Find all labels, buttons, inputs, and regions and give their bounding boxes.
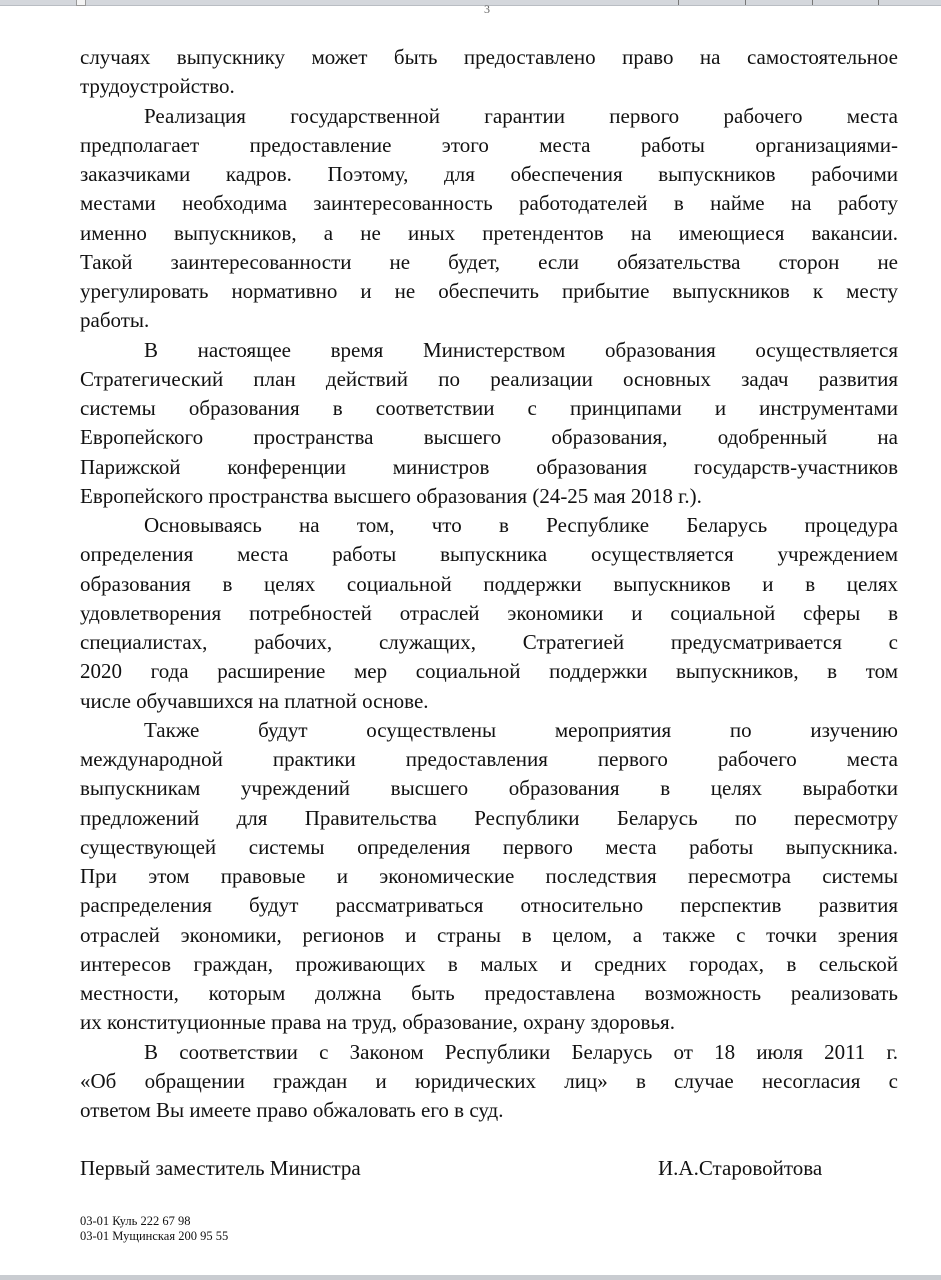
text-line: предложений для Правительства Республики Беларусь по пересмотру <box>80 805 898 830</box>
text-line: отраслей экономики, регионов и страны в целом, а также с точки зрения <box>80 922 898 947</box>
text-line: интересов граждан, проживающих в малых и средних городах, в сельской <box>80 951 898 976</box>
text-line: Парижской конференции министров образования государств-участников <box>80 454 898 479</box>
text-line: Реализация государственной гарантии первого рабочего места <box>144 103 898 128</box>
text-line: ответом Вы имеете право обжаловать его в суд. <box>80 1098 504 1122</box>
text-line: При этом правовые и экономические последствия пересмотра системы <box>80 864 898 888</box>
indent-marker[interactable] <box>76 0 86 6</box>
text-line: именно выпускников, а не иных претендентов на имеющиеся вакансии. <box>80 220 898 245</box>
ruler-tick <box>678 0 679 5</box>
text-line: Основываясь на том, что в Республике Беларусь процедура <box>144 513 898 537</box>
ruler-tick <box>745 0 746 5</box>
text-line: «Об обращении граждан и юридических лиц» в случае несогласия с <box>80 1068 898 1093</box>
text-line: Также будут осуществлены мероприятия по изучению <box>144 717 898 742</box>
page-bottom-edge <box>0 1275 941 1280</box>
paragraph <box>80 43 898 102</box>
ruler-tick <box>878 0 879 5</box>
text-line: предполагает предоставление этого места работы организациями- <box>80 132 898 157</box>
text-line: удовлетворения потребностей отраслей экономики и социальной сферы в <box>80 600 898 625</box>
text-line: Европейского пространства высшего образования (24-25 мая 2018 г.). <box>80 483 702 508</box>
executors <box>80 1214 228 1244</box>
paragraph <box>80 511 898 716</box>
text-line: специалистах, рабочих, служащих, Стратегией предусматривается с <box>80 630 898 654</box>
text-line: числе обучавшихся на платной основе. <box>80 688 429 713</box>
signature-position: Первый заместитель Министра <box>80 1156 361 1180</box>
text-line: системы образования в соответствии с принципами и инструментами <box>80 396 898 420</box>
text-line: 2020 года расширение мер социальной поддержки выпускников, в том <box>80 659 898 684</box>
text-line: образования в целях социальной поддержки выпускников и в целях <box>80 571 898 596</box>
text-line: Европейского пространства высшего образования, одобренный на <box>80 425 898 450</box>
paragraph <box>80 716 898 1038</box>
executor-line: 03-01 Мущинская 200 95 55 <box>80 1229 229 1243</box>
text-line: урегулировать нормативно и не обеспечить прибытие выпускников к месту <box>80 279 898 303</box>
page-number: 3 <box>484 2 490 16</box>
text-line: определения места работы выпускника осуществляется учреждением <box>80 542 898 567</box>
paragraph <box>80 102 898 336</box>
text-line: местами необходима заинтересованность работодателей в найме на работу <box>80 191 898 216</box>
paragraph <box>80 1038 898 1126</box>
text-line: их конституционные права на труд, образование, охрану здоровья. <box>80 1010 675 1035</box>
text-line: Стратегический план действий по реализации основных задач развития <box>80 366 898 391</box>
ruler-tick <box>812 0 813 5</box>
executor-line: 03-01 Куль 222 67 98 <box>80 1214 191 1228</box>
signature-name: И.А.Старовойтова <box>658 1156 823 1180</box>
text-line: выпускникам учреждений высшего образования в целях выработки <box>80 776 898 801</box>
paragraph <box>80 336 898 512</box>
text-line: случаях выпускнику может быть предоставлено право на самостоятельное <box>80 45 898 69</box>
text-line: В настоящее время Министерством образования осуществляется <box>144 337 898 362</box>
ruler <box>0 0 941 6</box>
text-line: Такой заинтересованности не будет, если обязательства сторон не <box>80 249 898 274</box>
text-line: трудоустройство. <box>80 74 235 99</box>
text-line: работы. <box>80 308 150 333</box>
text-line: международной практики предоставления первого рабочего места <box>80 747 898 771</box>
text-line: местности, которым должна быть предоставлена возможность реализовать <box>80 981 898 1005</box>
text-line: существующей системы определения первого места работы выпускника. <box>80 834 898 859</box>
text-line: распределения будут рассматриваться относительно перспектив развития <box>80 893 898 918</box>
text-line: В соответствии с Законом Республики Беларусь от 18 июля 2011 г. <box>144 1039 898 1064</box>
text-line: заказчиками кадров. Поэтому, для обеспечения выпускников рабочими <box>80 162 898 186</box>
document-body <box>80 43 898 1125</box>
